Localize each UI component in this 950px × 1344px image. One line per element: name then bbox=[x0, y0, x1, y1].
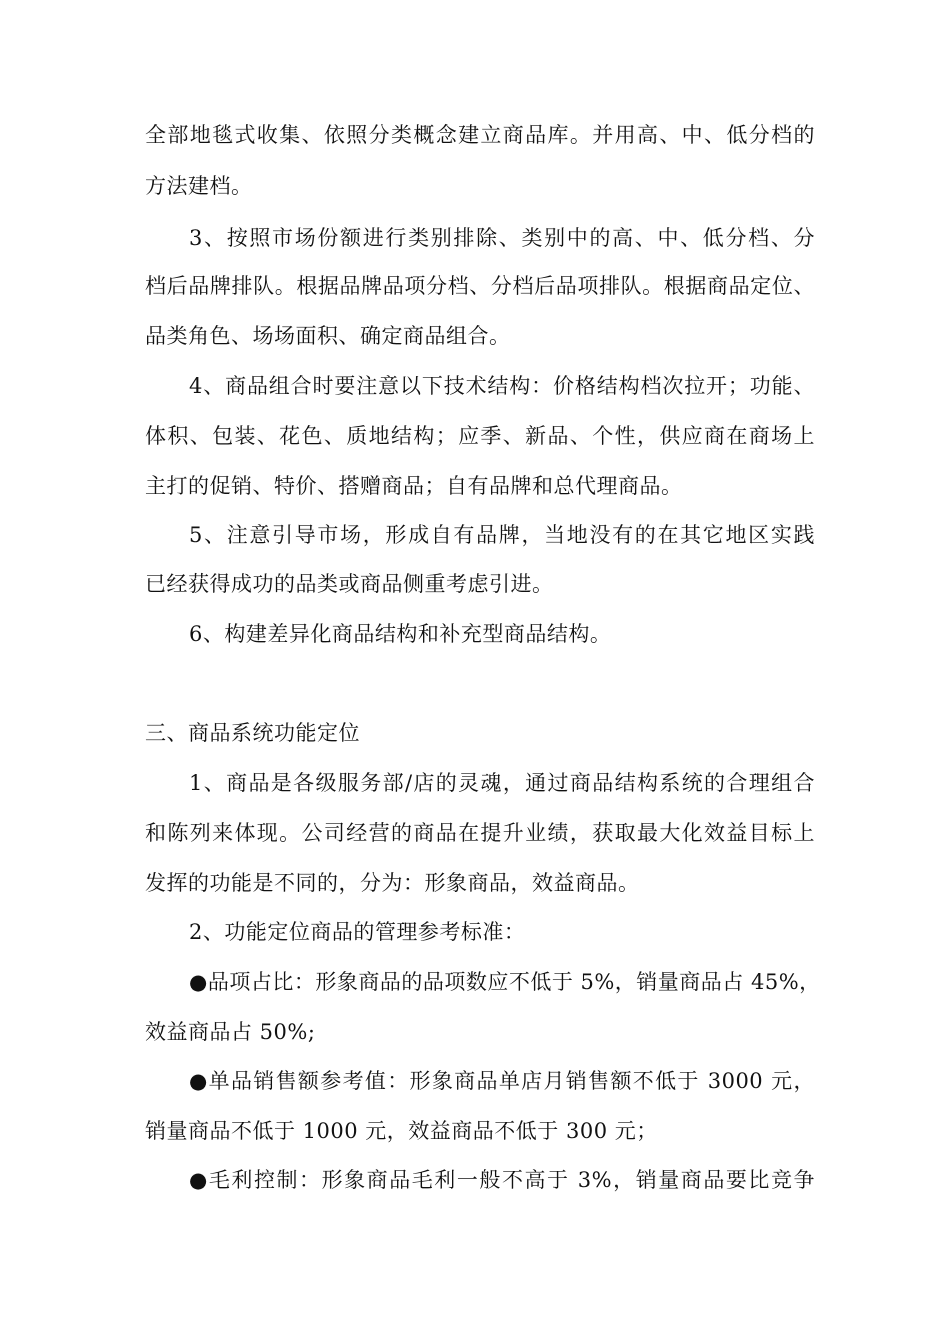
bullet-line: ●单品销售额参考值：形象商品单店月销售额不低于 3000 元， bbox=[189, 1069, 815, 1093]
text-line: 6、构建差异化商品结构和补充型商品结构。 bbox=[189, 622, 612, 646]
text-line: 1、商品是各级服务部/店的灵魂，通过商品结构系统的合理组合 bbox=[189, 771, 815, 795]
text-line: 品类角色、场场面积、确定商品组合。 bbox=[145, 324, 511, 348]
text-line: 2、功能定位商品的管理参考标准： bbox=[189, 920, 526, 944]
text-line: 方法建档。 bbox=[145, 174, 253, 198]
text-line: 已经获得成功的品类或商品侧重考虑引进。 bbox=[145, 572, 554, 596]
text-line: 和陈列来体现。公司经营的商品在提升业绩，获取最大化效益目标上 bbox=[145, 821, 815, 845]
text-line: 档后品牌排队。根据品牌品项分档、分档后品项排队。根据商品定位、 bbox=[145, 274, 815, 298]
text-line: 3、按照市场份额进行类别排除、类别中的高、中、低分档、分 bbox=[189, 226, 815, 250]
text-line: 5、注意引导市场，形成自有品牌，当地没有的在其它地区实践 bbox=[189, 523, 815, 547]
section-heading: 三、商品系统功能定位 bbox=[145, 721, 360, 745]
bullet-line: ●品项占比：形象商品的品项数应不低于 5%，销量商品占 45%， bbox=[189, 970, 821, 994]
text-line: 主打的促销、特价、搭赠商品；自有品牌和总代理商品。 bbox=[145, 474, 683, 498]
text-line: 体积、包装、花色、质地结构；应季、新品、个性，供应商在商场上 bbox=[145, 424, 815, 448]
text-line: 效益商品占 50%; bbox=[145, 1020, 316, 1044]
bullet-line: ●毛利控制：形象商品毛利一般不高于 3%，销量商品要比竞争 bbox=[189, 1168, 815, 1192]
text-line: 销量商品不低于 1000 元，效益商品不低于 300 元； bbox=[145, 1119, 658, 1143]
text-line: 发挥的功能是不同的，分为：形象商品，效益商品。 bbox=[145, 871, 640, 895]
text-line: 4、商品组合时要注意以下技术结构：价格结构档次拉开；功能、 bbox=[189, 374, 815, 398]
text-line: 全部地毯式收集、依照分类概念建立商品库。并用高、中、低分档的 bbox=[145, 123, 815, 147]
